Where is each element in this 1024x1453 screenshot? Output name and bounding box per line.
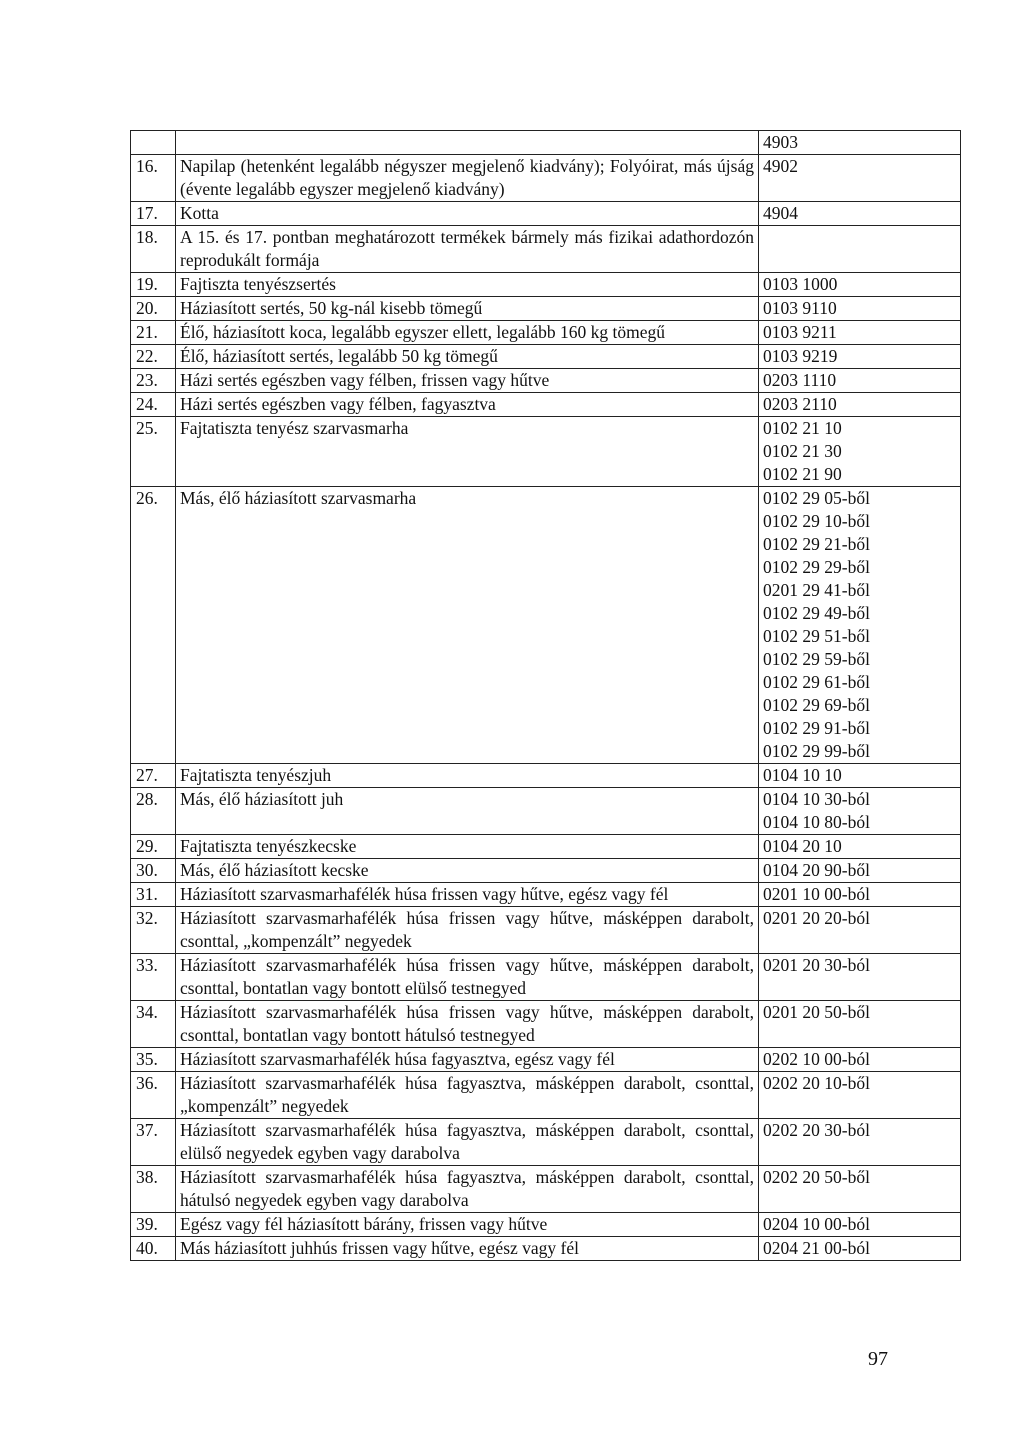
customs-code-cell — [759, 1119, 961, 1166]
table-row — [131, 155, 961, 202]
customs-code: 0201 20 30-ból — [763, 955, 870, 975]
row-number: 26. — [131, 487, 176, 764]
row-number: 29. — [131, 835, 176, 859]
product-description: Háziasított szarvasmarhafélék húsa fagyasztva, másképpen darabolt, csonttal, elülső negyedek egyben vagy darabolva — [176, 1119, 759, 1166]
customs-code-cell — [759, 393, 961, 417]
customs-code: 0203 2110 — [763, 394, 837, 414]
product-description: Más háziasított juhhús frissen vagy hűtve, egész vagy fél — [176, 1237, 759, 1261]
customs-code: 0103 9211 — [763, 322, 837, 342]
row-number: 38. — [131, 1166, 176, 1213]
table-row — [131, 273, 961, 297]
product-description: Fajtiszta tenyészsertés — [176, 273, 759, 297]
row-number: 28. — [131, 788, 176, 835]
customs-code: 0102 29 91-ből — [763, 718, 870, 738]
row-number: 19. — [131, 273, 176, 297]
product-description: Fajtatiszta tenyész szarvasmarha — [176, 417, 759, 487]
customs-code: 0102 29 99-ből — [763, 741, 870, 761]
table-row — [131, 907, 961, 954]
customs-code-cell — [759, 321, 961, 345]
customs-code: 4904 — [763, 203, 798, 223]
customs-code-cell — [759, 1072, 961, 1119]
product-description: Élő, háziasított sertés, legalább 50 kg tömegű — [176, 345, 759, 369]
table-row — [131, 1119, 961, 1166]
table-row — [131, 369, 961, 393]
customs-code: 0104 20 90-ből — [763, 860, 870, 880]
customs-code-cell — [759, 417, 961, 487]
customs-code: 0203 1110 — [763, 370, 837, 390]
product-description: Élő, háziasított koca, legalább egyszer ellett, legalább 160 kg tömegű — [176, 321, 759, 345]
row-number — [131, 131, 176, 155]
table-row — [131, 1072, 961, 1119]
product-description: Más, élő háziasított szarvasmarha — [176, 487, 759, 764]
table-row — [131, 487, 961, 764]
customs-code: 0202 20 50-ből — [763, 1167, 870, 1187]
customs-code-cell — [759, 954, 961, 1001]
customs-code-cell — [759, 226, 961, 273]
product-description: Háziasított szarvasmarhafélék húsa frissen vagy hűtve, másképpen darabolt, csonttal, bontatlan vagy bontott hátulsó testnegyed — [176, 1001, 759, 1048]
table-row — [131, 883, 961, 907]
customs-code: 0102 29 69-ből — [763, 695, 870, 715]
customs-code-cell — [759, 764, 961, 788]
product-description: Házi sertés egészben vagy félben, fagyasztva — [176, 393, 759, 417]
row-number: 39. — [131, 1213, 176, 1237]
table-row — [131, 859, 961, 883]
row-number: 32. — [131, 907, 176, 954]
row-number: 21. — [131, 321, 176, 345]
table-row — [131, 954, 961, 1001]
customs-code: 0103 9110 — [763, 298, 837, 318]
customs-code: 0104 10 30-ból — [763, 789, 870, 809]
customs-code: 0204 21 00-ból — [763, 1238, 870, 1258]
customs-code-cell — [759, 297, 961, 321]
customs-code: 0104 10 10 — [763, 765, 842, 785]
customs-code-cell — [759, 788, 961, 835]
product-description: Háziasított szarvasmarhafélék húsa frissen vagy hűtve, egész vagy fél — [176, 883, 759, 907]
row-number: 37. — [131, 1119, 176, 1166]
customs-code: 0102 29 05-ből — [763, 488, 870, 508]
row-number: 22. — [131, 345, 176, 369]
customs-code: 0102 21 90 — [763, 464, 842, 484]
customs-code: 0102 29 59-ből — [763, 649, 870, 669]
customs-code: 0104 20 10 — [763, 836, 842, 856]
product-description: Házi sertés egészben vagy félben, frissen vagy hűtve — [176, 369, 759, 393]
customs-code: 0102 29 61-ből — [763, 672, 870, 692]
customs-code: 0103 9219 — [763, 346, 838, 366]
table-row — [131, 345, 961, 369]
customs-code-cell — [759, 345, 961, 369]
customs-code: 0202 20 10-ből — [763, 1073, 870, 1093]
customs-code: 0102 21 10 — [763, 418, 842, 438]
customs-code: 0201 10 00-ból — [763, 884, 870, 904]
row-number: 25. — [131, 417, 176, 487]
product-description: Háziasított szarvasmarhafélék húsa fagyasztva, másképpen darabolt, csonttal, hátulsó negyedek egyben vagy darabolva — [176, 1166, 759, 1213]
customs-code: 0204 10 00-ból — [763, 1214, 870, 1234]
row-number: 40. — [131, 1237, 176, 1261]
customs-code-cell — [759, 883, 961, 907]
customs-code: 0202 10 00-ból — [763, 1049, 870, 1069]
customs-code-cell — [759, 1048, 961, 1072]
table-row — [131, 1048, 961, 1072]
row-number: 20. — [131, 297, 176, 321]
customs-code-cell — [759, 487, 961, 764]
product-description: Háziasított szarvasmarhafélék húsa frissen vagy hűtve, másképpen darabolt, csonttal, „kompenzált” negyedek — [176, 907, 759, 954]
product-code-table — [130, 130, 961, 1261]
table-row — [131, 764, 961, 788]
product-description: Egész vagy fél háziasított bárány, frissen vagy hűtve — [176, 1213, 759, 1237]
table-row — [131, 226, 961, 273]
product-description — [176, 131, 759, 155]
customs-code-cell — [759, 155, 961, 202]
row-number: 24. — [131, 393, 176, 417]
customs-code-cell — [759, 1001, 961, 1048]
customs-code: 0102 29 10-ből — [763, 511, 870, 531]
table-row — [131, 417, 961, 487]
table-row — [131, 297, 961, 321]
customs-code: 0201 20 50-ből — [763, 1002, 870, 1022]
customs-code: 0102 29 21-ből — [763, 534, 870, 554]
customs-code: 0201 20 20-ból — [763, 908, 870, 928]
customs-code — [763, 226, 956, 249]
product-description: Fajtatiszta tenyészkecske — [176, 835, 759, 859]
row-number: 31. — [131, 883, 176, 907]
customs-code-cell — [759, 273, 961, 297]
table-row — [131, 835, 961, 859]
customs-code: 4903 — [763, 132, 798, 152]
table-row — [131, 393, 961, 417]
row-number: 17. — [131, 202, 176, 226]
customs-code-cell — [759, 202, 961, 226]
row-number: 23. — [131, 369, 176, 393]
customs-code-cell — [759, 1213, 961, 1237]
product-description: Háziasított szarvasmarhafélék húsa fagyasztva, másképpen darabolt, csonttal, „kompenzált” negyedek — [176, 1072, 759, 1119]
table-row — [131, 131, 961, 155]
row-number: 18. — [131, 226, 176, 273]
page-number: 97 — [868, 1348, 888, 1370]
customs-code-cell — [759, 1237, 961, 1261]
product-description: A 15. és 17. pontban meghatározott termékek bármely más fizikai adathordozón reprodukált formája — [176, 226, 759, 273]
product-description: Fajtatiszta tenyészjuh — [176, 764, 759, 788]
table-row — [131, 788, 961, 835]
product-description: Más, élő háziasított juh — [176, 788, 759, 835]
customs-code-cell — [759, 859, 961, 883]
row-number: 33. — [131, 954, 176, 1001]
product-description: Háziasított szarvasmarhafélék húsa frissen vagy hűtve, másképpen darabolt, csonttal, bontatlan vagy bontott elülső testnegyed — [176, 954, 759, 1001]
row-number: 27. — [131, 764, 176, 788]
customs-code-cell — [759, 1166, 961, 1213]
customs-code: 0102 29 49-ből — [763, 603, 870, 623]
row-number: 16. — [131, 155, 176, 202]
row-number: 36. — [131, 1072, 176, 1119]
row-number: 34. — [131, 1001, 176, 1048]
table-row — [131, 1213, 961, 1237]
customs-code: 0102 21 30 — [763, 441, 842, 461]
customs-code: 0103 1000 — [763, 274, 838, 294]
table-row — [131, 1001, 961, 1048]
customs-code-cell — [759, 131, 961, 155]
customs-code-cell — [759, 369, 961, 393]
customs-code: 0201 29 41-ből — [763, 580, 870, 600]
row-number: 35. — [131, 1048, 176, 1072]
product-description: Háziasított sertés, 50 kg-nál kisebb tömegű — [176, 297, 759, 321]
product-description: Háziasított szarvasmarhafélék húsa fagyasztva, egész vagy fél — [176, 1048, 759, 1072]
product-description: Kotta — [176, 202, 759, 226]
row-number: 30. — [131, 859, 176, 883]
customs-code: 0104 10 80-ból — [763, 812, 870, 832]
customs-code-cell — [759, 835, 961, 859]
product-description: Napilap (hetenként legalább négyszer megjelenő kiadvány); Folyóirat, más újság (évente legalább egyszer megjelenő kiadvány) — [176, 155, 759, 202]
customs-code: 0102 29 29-ből — [763, 557, 870, 577]
customs-code: 0202 20 30-ból — [763, 1120, 870, 1140]
product-description: Más, élő háziasított kecske — [176, 859, 759, 883]
table-body — [131, 131, 961, 1261]
table-row — [131, 1166, 961, 1213]
table-row — [131, 1237, 961, 1261]
table-row — [131, 321, 961, 345]
table-row — [131, 202, 961, 226]
customs-code: 4902 — [763, 156, 798, 176]
customs-code-cell — [759, 907, 961, 954]
customs-code: 0102 29 51-ből — [763, 626, 870, 646]
